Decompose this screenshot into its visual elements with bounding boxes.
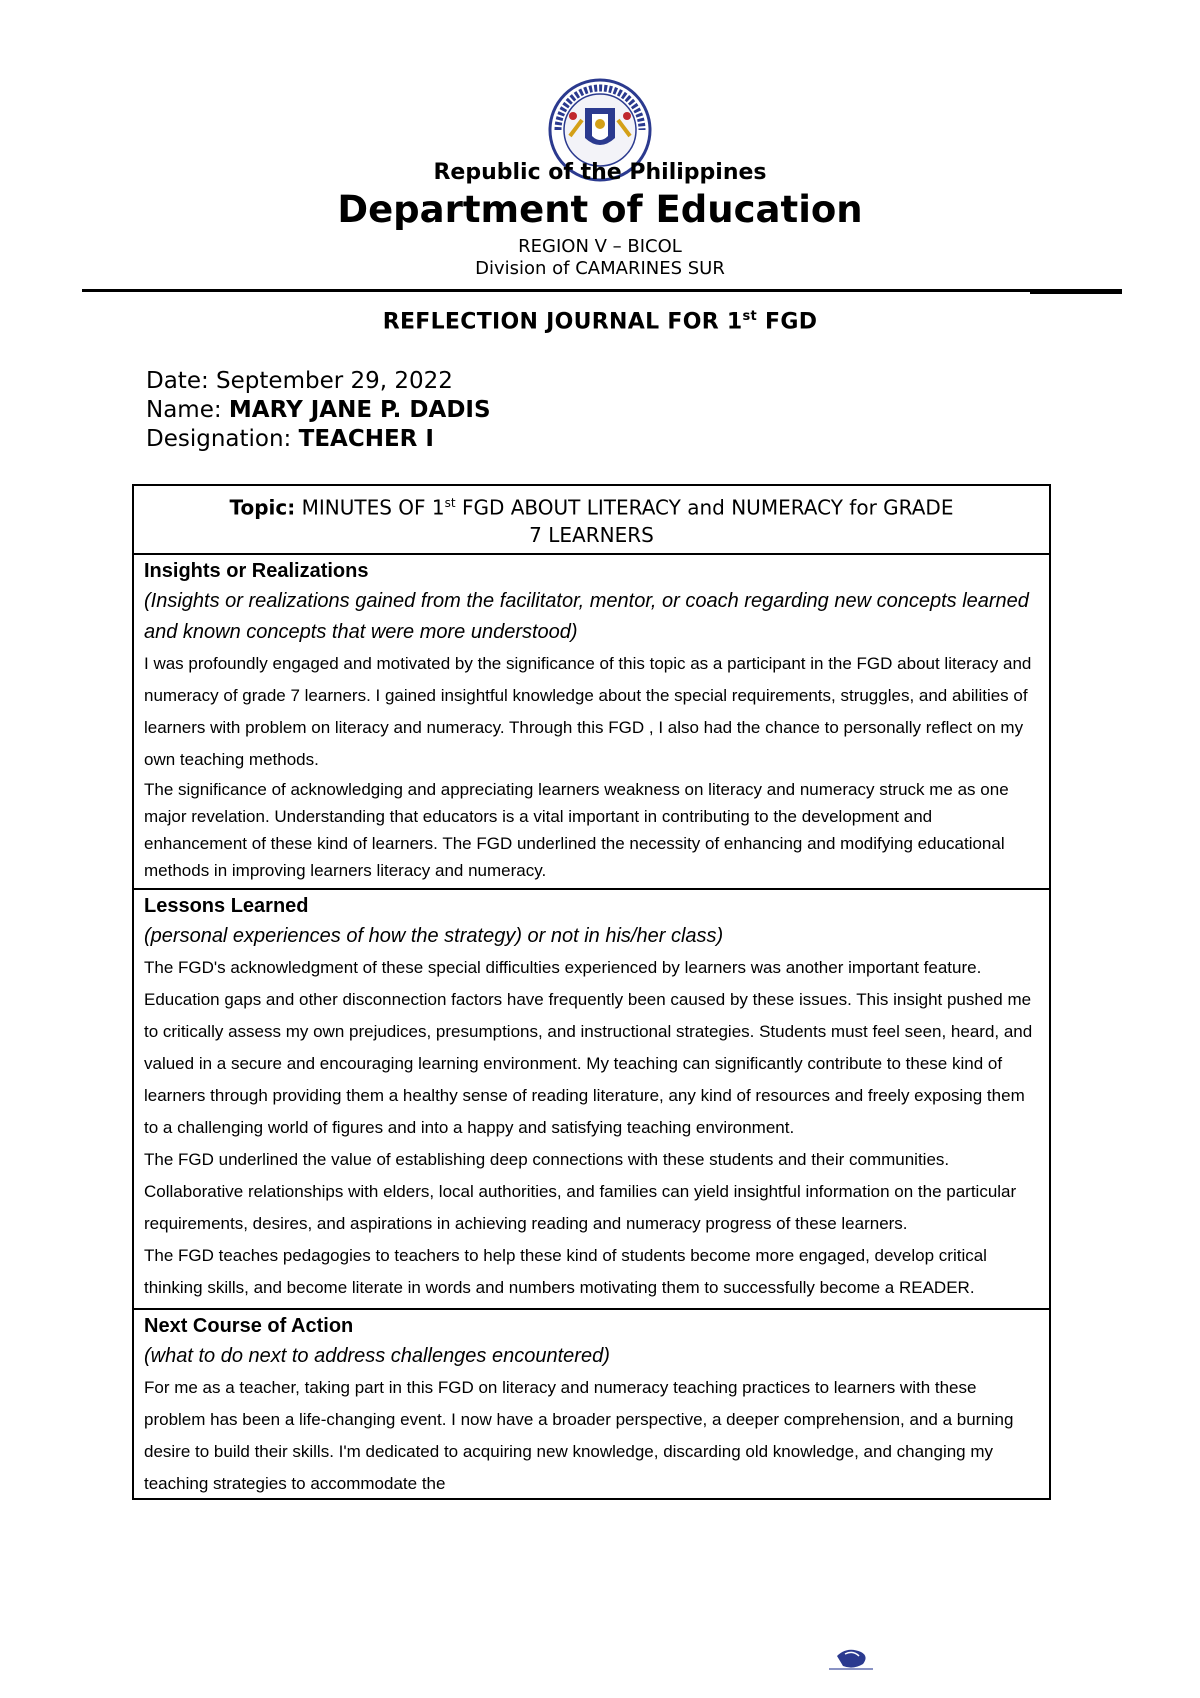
insights-title: Insights or Realizations: [144, 559, 369, 582]
name-value: MARY JANE P. DADIS: [228, 397, 491, 423]
topic-label: Topic:: [229, 495, 296, 520]
lessons-paragraph-2: The FGD underlined the value of establishing deep connections with these students and their communities. Collaborative relationships with elders, local authorities, and families can yield insightful information on the particular requirements, desires, and aspirations in achieving reading and numeracy progress of these learners.: [144, 1149, 1017, 1233]
next-action-paragraph-1: For me as a teacher, taking part in this FGD on literacy and numeracy teaching practices to learners with these problem has been a life-changing event. I now have a broader perspective, a deeper comprehension, and a burning desire to build their skills. I'm dedicated to acquiring new knowledge, discarding old knowledge, and changing my teaching strategies to accommodate the: [144, 1377, 1014, 1493]
document-title: REFLECTION JOURNAL FOR 1st FGD: [382, 309, 818, 335]
region-label: REGION V – BICOL: [518, 236, 682, 257]
designation-line: Designation: TEACHER I: [146, 426, 434, 452]
next-action-subtitle: (what to do next to address challenges encountered): [144, 1344, 610, 1367]
department-heading: Department of Education: [337, 188, 863, 231]
lessons-paragraph-3: The FGD teaches pedagogies to teachers to help these kind of students become more engaged, develop critical thinking skills, and become literate in words and numbers motivating them to successfully become a READER.: [144, 1245, 987, 1297]
header-divider-accent: [1030, 291, 1122, 294]
insights-cell: [134, 555, 1049, 890]
lessons-paragraph-1: The FGD's acknowledgment of these special difficulties experienced by learners was another important feature. Education gaps and other disconnection factors have frequently been caused by these issues. This insight pushed me to critically assess my own prejudices, presumptions, and instructional strategies. Students must feel seen, heard, and valued in a secure and encouraging learning environment. My teaching can significantly contribute to these kind of learners through providing them a healthy sense of reading literature, any kind of resources and freely exposing them to a challenging world of figures and into a happy and satisfying teaching environment.: [144, 957, 1033, 1137]
reflection-table: [132, 484, 1051, 1500]
insights-paragraph-2: The significance of acknowledging and appreciating learners weakness on literacy and numeracy struck me as one major revelation. Understanding that educators is a vital important in contributing to the development and enhancement of these kind of learners. The FGD underlined the necessity of enhancing and modifying educational methods in improving learners literacy and numeracy.: [144, 779, 1009, 880]
republic-heading: Republic of the Philippines: [433, 160, 767, 185]
lessons-subtitle: (personal experiences of how the strategy) or not in his/her class): [144, 924, 724, 947]
footer-logo: [823, 1644, 879, 1674]
date-value: September 29, 2022: [216, 368, 453, 394]
header-divider: [82, 289, 1122, 292]
lessons-cell: [134, 890, 1049, 1310]
designation-value: TEACHER I: [298, 426, 434, 452]
lessons-title: Lessons Learned: [144, 894, 309, 917]
insights-paragraph-1: I was profoundly engaged and motivated by the significance of this topic as a participant in the FGD about literacy and numeracy of grade 7 learners. I gained insightful knowledge about the special requirements, struggles, and abilities of learners with problem on literacy and numeracy. Through this FGD , I also had the chance to personally reflect on my own teaching methods.: [144, 653, 1032, 769]
next-action-title: Next Course of Action: [144, 1314, 354, 1337]
insights-subtitle: (Insights or realizations gained from the facilitator, mentor, or coach regarding new concepts learned and known concepts that were more understood): [144, 589, 1029, 643]
name-line: Name: MARY JANE P. DADIS: [146, 397, 491, 423]
date-line: Date: September 29, 2022: [146, 368, 453, 394]
topic-cell: Topic: MINUTES OF 1st FGD ABOUT LITERACY and NUMERACY for GRADE 7 LEARNERS: [134, 486, 1049, 555]
next-action-cell: [134, 1310, 1049, 1500]
division-label: Division of CAMARINES SUR: [475, 258, 725, 279]
